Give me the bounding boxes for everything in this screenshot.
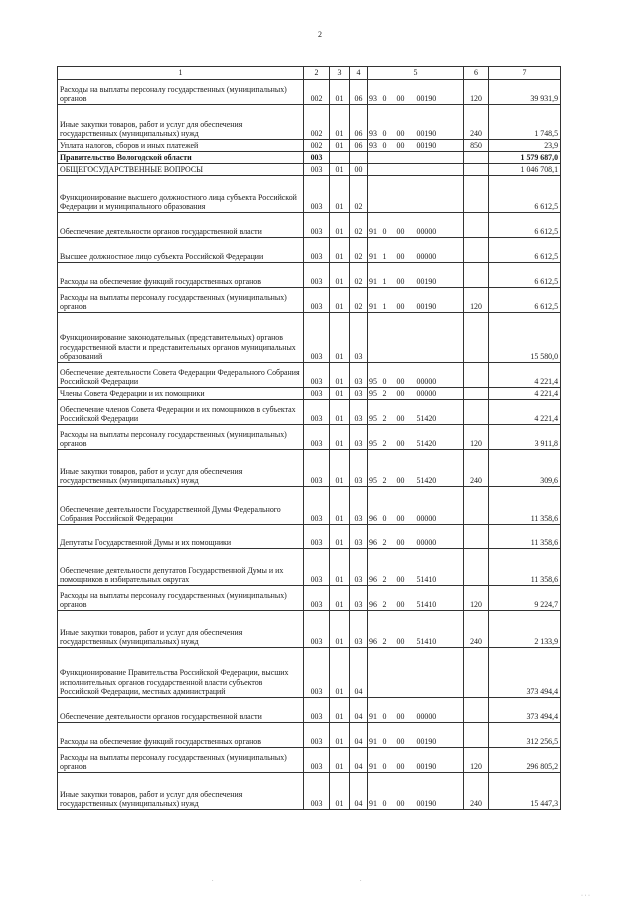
row-code-2: 003 — [304, 698, 330, 723]
row-code-3: 01 — [330, 748, 350, 773]
row-amount: 23,9 — [489, 140, 561, 152]
row-code-6 — [464, 723, 489, 748]
row-code-2: 003 — [304, 549, 330, 586]
table-header-row — [58, 67, 561, 80]
row-name: Члены Совета Федерации и их помощники — [58, 388, 304, 400]
row-code-5c: 00 — [396, 400, 416, 425]
row-code-5d: 51420 — [416, 425, 464, 450]
row-code-5b: 2 — [382, 611, 396, 648]
row-code-5d: 00190 — [416, 288, 464, 313]
row-code-4 — [350, 152, 368, 164]
row-code-5a: 91 — [368, 263, 382, 288]
table-row — [58, 586, 561, 611]
row-code-2: 002 — [304, 80, 330, 105]
row-code-5d: 00190 — [416, 105, 464, 140]
row-code-5d — [416, 313, 464, 363]
row-code-5b: 0 — [382, 487, 396, 525]
row-code-5c: 00 — [396, 388, 416, 400]
row-code-6: 850 — [464, 140, 489, 152]
table-row — [58, 80, 561, 105]
row-code-4: 06 — [350, 105, 368, 140]
row-code-5d — [416, 164, 464, 176]
row-amount: 373 494,4 — [489, 698, 561, 723]
row-code-5b: 1 — [382, 238, 396, 263]
row-amount: 11 358,6 — [489, 549, 561, 586]
row-code-6 — [464, 238, 489, 263]
row-code-5a: 95 — [368, 450, 382, 487]
row-code-6 — [464, 487, 489, 525]
row-code-5a — [368, 313, 382, 363]
row-code-5c: 00 — [396, 611, 416, 648]
row-code-5d: 00190 — [416, 140, 464, 152]
row-code-5d: 51410 — [416, 586, 464, 611]
row-code-5a — [368, 648, 382, 698]
row-code-3: 01 — [330, 313, 350, 363]
row-code-3: 01 — [330, 586, 350, 611]
row-code-5b — [382, 313, 396, 363]
row-code-5c: 00 — [396, 450, 416, 487]
table-row — [58, 213, 561, 238]
row-amount: 9 224,7 — [489, 586, 561, 611]
row-code-4: 03 — [350, 586, 368, 611]
table-row — [58, 152, 561, 164]
row-code-5c: 00 — [396, 773, 416, 810]
row-code-6: 120 — [464, 80, 489, 105]
table-row — [58, 723, 561, 748]
table-row — [58, 611, 561, 648]
page-number: 2 — [318, 30, 322, 39]
row-code-6: 120 — [464, 288, 489, 313]
budget-table — [57, 66, 561, 810]
row-code-5b: 0 — [382, 105, 396, 140]
row-code-5a: 96 — [368, 611, 382, 648]
row-code-5c: 00 — [396, 525, 416, 549]
row-code-2: 003 — [304, 400, 330, 425]
row-code-5a: 95 — [368, 425, 382, 450]
row-code-6 — [464, 388, 489, 400]
row-code-5c — [396, 648, 416, 698]
row-amount: 6 612,5 — [489, 263, 561, 288]
row-code-5d — [416, 152, 464, 164]
row-name: Расходы на выплаты персоналу государственных (муниципальных) органов — [58, 288, 304, 313]
row-code-5b: 0 — [382, 773, 396, 810]
row-code-6 — [464, 213, 489, 238]
row-name: Высшее должностное лицо субъекта Российской Федерации — [58, 238, 304, 263]
row-code-6 — [464, 152, 489, 164]
row-code-2: 003 — [304, 487, 330, 525]
row-code-5a — [368, 176, 382, 213]
row-code-3: 01 — [330, 213, 350, 238]
row-code-3: 01 — [330, 263, 350, 288]
row-code-3: 01 — [330, 487, 350, 525]
row-name: Иные закупки товаров, работ и услуг для обеспечения государственных (муниципальных) нужд — [58, 450, 304, 487]
table-row — [58, 549, 561, 586]
row-code-5a: 96 — [368, 586, 382, 611]
row-code-3: 01 — [330, 450, 350, 487]
row-amount: 1 579 687,0 — [489, 152, 561, 164]
row-name: Расходы на выплаты персоналу государственных (муниципальных) органов — [58, 425, 304, 450]
row-code-3: 01 — [330, 363, 350, 388]
table-row — [58, 363, 561, 388]
row-code-5a: 93 — [368, 80, 382, 105]
row-code-2: 003 — [304, 152, 330, 164]
row-code-4: 04 — [350, 648, 368, 698]
header-col-1: 1 — [58, 67, 304, 80]
row-code-4: 04 — [350, 773, 368, 810]
row-amount: 296 805,2 — [489, 748, 561, 773]
table-row — [58, 698, 561, 723]
row-code-6 — [464, 549, 489, 586]
row-code-6: 120 — [464, 748, 489, 773]
row-code-5d: 00000 — [416, 238, 464, 263]
row-code-5b: 0 — [382, 363, 396, 388]
row-code-3: 01 — [330, 238, 350, 263]
row-code-3: 01 — [330, 176, 350, 213]
row-code-2: 003 — [304, 238, 330, 263]
header-col-4: 4 — [350, 67, 368, 80]
row-code-6 — [464, 263, 489, 288]
row-code-5b — [382, 648, 396, 698]
row-code-2: 003 — [304, 773, 330, 810]
row-code-5c: 00 — [396, 487, 416, 525]
header-col-5: 5 — [368, 67, 464, 80]
table-row — [58, 748, 561, 773]
row-code-4: 03 — [350, 611, 368, 648]
row-code-5c: 00 — [396, 698, 416, 723]
row-code-5a: 91 — [368, 288, 382, 313]
row-code-5a: 91 — [368, 773, 382, 810]
row-code-5d: 51420 — [416, 450, 464, 487]
row-amount: 6 612,5 — [489, 288, 561, 313]
row-code-5c: 00 — [396, 288, 416, 313]
row-code-2: 003 — [304, 723, 330, 748]
row-code-5b — [382, 164, 396, 176]
header-col-6: 6 — [464, 67, 489, 80]
table-row — [58, 648, 561, 698]
row-code-6 — [464, 176, 489, 213]
row-code-6 — [464, 164, 489, 176]
row-code-6 — [464, 400, 489, 425]
row-code-6 — [464, 313, 489, 363]
row-code-5d: 00000 — [416, 525, 464, 549]
row-code-2: 003 — [304, 648, 330, 698]
row-code-2: 003 — [304, 388, 330, 400]
row-amount: 2 133,9 — [489, 611, 561, 648]
row-amount: 373 494,4 — [489, 648, 561, 698]
row-code-5b: 0 — [382, 723, 396, 748]
row-code-3 — [330, 152, 350, 164]
row-amount: 11 358,6 — [489, 525, 561, 549]
row-name: Функционирование Правительства Российской Федерации, высших исполнительных органов государственной власти субъектов Российской Федерации, местных администраций — [58, 648, 304, 698]
table-row — [58, 450, 561, 487]
row-code-4: 03 — [350, 525, 368, 549]
row-code-2: 003 — [304, 213, 330, 238]
row-code-5c: 00 — [396, 140, 416, 152]
row-code-5c — [396, 152, 416, 164]
row-code-5d: 00190 — [416, 773, 464, 810]
header-col-7: 7 — [489, 67, 561, 80]
row-code-5a — [368, 152, 382, 164]
row-code-2: 003 — [304, 263, 330, 288]
row-code-5c — [396, 313, 416, 363]
row-name: Уплата налогов, сборов и иных платежей — [58, 140, 304, 152]
row-amount: 3 911,8 — [489, 425, 561, 450]
row-code-5a: 96 — [368, 525, 382, 549]
row-code-5c: 00 — [396, 425, 416, 450]
table-row — [58, 140, 561, 152]
row-name: Иные закупки товаров, работ и услуг для обеспечения государственных (муниципальных) нужд — [58, 773, 304, 810]
row-amount: 39 931,9 — [489, 80, 561, 105]
row-name: Расходы на обеспечение функций государственных органов — [58, 263, 304, 288]
row-code-5b — [382, 176, 396, 213]
row-code-5a: 91 — [368, 748, 382, 773]
row-code-3: 01 — [330, 288, 350, 313]
row-code-2: 003 — [304, 450, 330, 487]
row-code-5b: 0 — [382, 213, 396, 238]
scan-mark: . — [212, 877, 214, 883]
row-code-5d — [416, 648, 464, 698]
row-code-5d: 00000 — [416, 388, 464, 400]
row-code-5c: 00 — [396, 748, 416, 773]
row-code-5d: 51410 — [416, 611, 464, 648]
row-code-3: 01 — [330, 723, 350, 748]
table-row — [58, 313, 561, 363]
row-code-5b: 2 — [382, 388, 396, 400]
row-code-5b: 2 — [382, 525, 396, 549]
row-code-5a: 93 — [368, 105, 382, 140]
row-name: Функционирование законодательных (представительных) органов государственной власти и представительных органов муниципальных образований — [58, 313, 304, 363]
row-amount: 15 447,3 — [489, 773, 561, 810]
row-code-5a: 95 — [368, 400, 382, 425]
table-row — [58, 487, 561, 525]
row-code-6 — [464, 363, 489, 388]
scan-mark: · · · — [581, 893, 590, 899]
row-code-4: 02 — [350, 288, 368, 313]
row-code-5d: 00190 — [416, 723, 464, 748]
row-code-2: 003 — [304, 164, 330, 176]
row-code-4: 02 — [350, 238, 368, 263]
row-code-5b: 2 — [382, 400, 396, 425]
row-code-4: 03 — [350, 400, 368, 425]
row-code-3: 01 — [330, 425, 350, 450]
row-code-5b: 2 — [382, 586, 396, 611]
row-amount: 6 612,5 — [489, 213, 561, 238]
row-code-3: 01 — [330, 648, 350, 698]
row-code-3: 01 — [330, 388, 350, 400]
row-code-4: 03 — [350, 487, 368, 525]
row-code-3: 01 — [330, 80, 350, 105]
row-amount: 4 221,4 — [489, 388, 561, 400]
row-code-6 — [464, 698, 489, 723]
row-code-5c: 00 — [396, 263, 416, 288]
row-code-5d: 00000 — [416, 487, 464, 525]
row-name: ОБЩЕГОСУДАРСТВЕННЫЕ ВОПРОСЫ — [58, 164, 304, 176]
row-amount: 4 221,4 — [489, 363, 561, 388]
row-code-5c: 00 — [396, 80, 416, 105]
row-name: Расходы на выплаты персоналу государственных (муниципальных) органов — [58, 586, 304, 611]
row-name: Функционирование высшего должностного лица субъекта Российской Федерации и муниципального образования — [58, 176, 304, 213]
row-code-5a: 96 — [368, 487, 382, 525]
row-code-6: 240 — [464, 105, 489, 140]
row-code-5b: 2 — [382, 450, 396, 487]
row-code-5b: 0 — [382, 80, 396, 105]
row-code-5a: 96 — [368, 549, 382, 586]
row-code-3: 01 — [330, 611, 350, 648]
row-code-4: 06 — [350, 140, 368, 152]
row-code-4: 02 — [350, 176, 368, 213]
row-code-2: 003 — [304, 176, 330, 213]
row-code-5d: 00190 — [416, 748, 464, 773]
row-code-5d: 00000 — [416, 698, 464, 723]
row-code-5d: 00000 — [416, 363, 464, 388]
row-code-4: 06 — [350, 80, 368, 105]
row-amount: 309,6 — [489, 450, 561, 487]
table-row — [58, 400, 561, 425]
row-code-6 — [464, 648, 489, 698]
row-code-2: 002 — [304, 105, 330, 140]
row-code-5c: 00 — [396, 105, 416, 140]
row-code-5a: 91 — [368, 213, 382, 238]
row-code-5c: 00 — [396, 723, 416, 748]
row-code-6: 120 — [464, 586, 489, 611]
row-amount: 1 046 708,1 — [489, 164, 561, 176]
row-code-3: 01 — [330, 105, 350, 140]
row-code-5c — [396, 164, 416, 176]
row-amount: 6 612,5 — [489, 176, 561, 213]
row-amount: 6 612,5 — [489, 238, 561, 263]
row-code-5b: 1 — [382, 288, 396, 313]
row-code-5b: 1 — [382, 263, 396, 288]
row-code-5c: 00 — [396, 586, 416, 611]
header-col-2: 2 — [304, 67, 330, 80]
row-code-4: 02 — [350, 263, 368, 288]
row-code-3: 01 — [330, 549, 350, 586]
row-code-3: 01 — [330, 773, 350, 810]
row-code-3: 01 — [330, 400, 350, 425]
table-row — [58, 288, 561, 313]
row-code-5b: 0 — [382, 698, 396, 723]
row-code-2: 003 — [304, 313, 330, 363]
row-code-2: 003 — [304, 748, 330, 773]
row-amount: 4 221,4 — [489, 400, 561, 425]
row-code-2: 003 — [304, 425, 330, 450]
row-code-2: 003 — [304, 611, 330, 648]
row-name: Депутаты Государственной Думы и их помощники — [58, 525, 304, 549]
row-code-5b: 0 — [382, 748, 396, 773]
row-code-5d: 00190 — [416, 80, 464, 105]
row-name: Обеспечение деятельности органов государственной власти — [58, 213, 304, 238]
scan-mark: . — [360, 877, 362, 883]
row-code-5a: 93 — [368, 140, 382, 152]
row-code-5a — [368, 164, 382, 176]
row-code-4: 04 — [350, 698, 368, 723]
row-code-3: 01 — [330, 698, 350, 723]
row-code-5b: 0 — [382, 140, 396, 152]
row-code-4: 03 — [350, 549, 368, 586]
table-row — [58, 263, 561, 288]
row-amount: 15 580,0 — [489, 313, 561, 363]
row-code-2: 003 — [304, 586, 330, 611]
row-code-4: 00 — [350, 164, 368, 176]
row-code-5c: 00 — [396, 213, 416, 238]
row-code-2: 003 — [304, 525, 330, 549]
row-code-2: 003 — [304, 363, 330, 388]
row-amount: 1 748,5 — [489, 105, 561, 140]
table-row — [58, 164, 561, 176]
row-code-5b — [382, 152, 396, 164]
table-row — [58, 176, 561, 213]
row-code-4: 03 — [350, 425, 368, 450]
row-code-5d: 51410 — [416, 549, 464, 586]
row-code-4: 03 — [350, 388, 368, 400]
row-name: Расходы на обеспечение функций государственных органов — [58, 723, 304, 748]
row-code-5c — [396, 176, 416, 213]
row-amount: 11 358,6 — [489, 487, 561, 525]
row-name: Обеспечение деятельности депутатов Государственной Думы и их помощников в избирательных округах — [58, 549, 304, 586]
row-code-5a: 91 — [368, 723, 382, 748]
row-code-5b: 2 — [382, 549, 396, 586]
row-code-6 — [464, 525, 489, 549]
row-code-3: 01 — [330, 140, 350, 152]
row-name: Обеспечение деятельности органов государственной власти — [58, 698, 304, 723]
row-code-5d: 00000 — [416, 213, 464, 238]
row-name: Иные закупки товаров, работ и услуг для обеспечения государственных (муниципальных) нужд — [58, 105, 304, 140]
row-name: Обеспечение деятельности Совета Федерации Федерального Собрания Российской Федерации — [58, 363, 304, 388]
table-row — [58, 773, 561, 810]
row-code-4: 04 — [350, 723, 368, 748]
table-row — [58, 105, 561, 140]
row-code-4: 03 — [350, 313, 368, 363]
table-row — [58, 388, 561, 400]
table-row — [58, 525, 561, 549]
row-name: Обеспечение деятельности Государственной Думы Федерального Собрания Российской Федерации — [58, 487, 304, 525]
row-code-6: 240 — [464, 611, 489, 648]
row-amount: 312 256,5 — [489, 723, 561, 748]
row-code-4: 02 — [350, 213, 368, 238]
row-code-4: 03 — [350, 363, 368, 388]
row-code-2: 002 — [304, 140, 330, 152]
row-code-4: 04 — [350, 748, 368, 773]
row-name: Иные закупки товаров, работ и услуг для обеспечения государственных (муниципальных) нужд — [58, 611, 304, 648]
row-code-5d — [416, 176, 464, 213]
table-row — [58, 425, 561, 450]
row-code-3: 01 — [330, 164, 350, 176]
row-code-5a: 95 — [368, 363, 382, 388]
row-code-5c: 00 — [396, 238, 416, 263]
row-code-5c: 00 — [396, 549, 416, 586]
row-code-5d: 51420 — [416, 400, 464, 425]
row-name: Правительство Вологодской области — [58, 152, 304, 164]
row-code-5b: 2 — [382, 425, 396, 450]
row-code-5d: 00190 — [416, 263, 464, 288]
row-name: Обеспечение членов Совета Федерации и их помощников в субъектах Российской Федерации — [58, 400, 304, 425]
row-code-5a: 95 — [368, 388, 382, 400]
row-code-4: 03 — [350, 450, 368, 487]
table-row — [58, 238, 561, 263]
row-code-6: 240 — [464, 450, 489, 487]
row-code-5c: 00 — [396, 363, 416, 388]
row-code-2: 003 — [304, 288, 330, 313]
header-col-3: 3 — [330, 67, 350, 80]
row-code-5a: 91 — [368, 238, 382, 263]
row-code-6: 120 — [464, 425, 489, 450]
row-code-5a: 91 — [368, 698, 382, 723]
row-code-3: 01 — [330, 525, 350, 549]
row-code-6: 240 — [464, 773, 489, 810]
row-name: Расходы на выплаты персоналу государственных (муниципальных) органов — [58, 80, 304, 105]
row-name: Расходы на выплаты персоналу государственных (муниципальных) органов — [58, 748, 304, 773]
